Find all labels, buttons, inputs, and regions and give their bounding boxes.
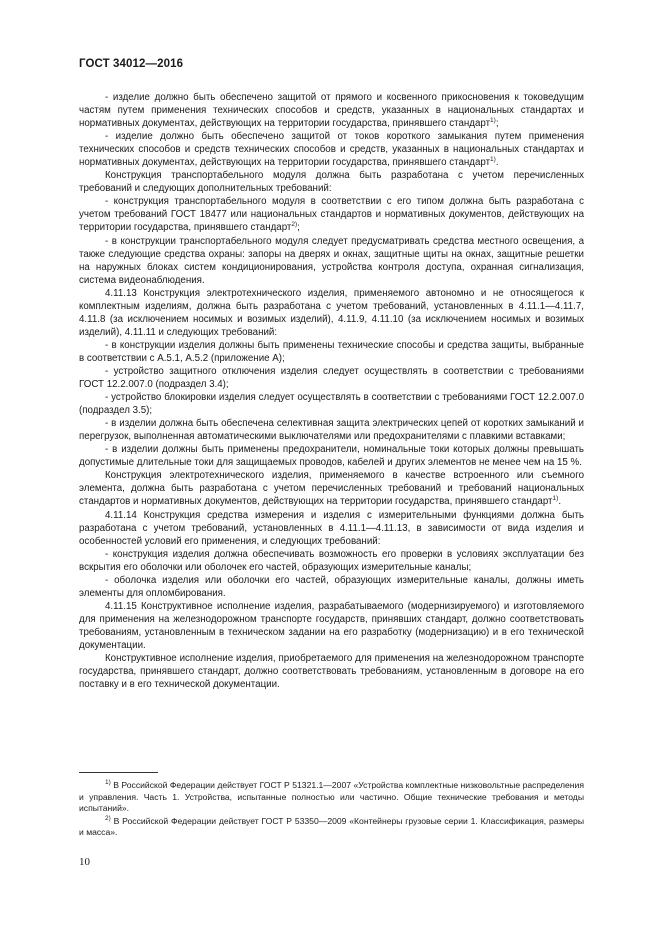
paragraph: - устройство защитного отключения изделия следует осуществлять в соответствии с требованиями ГОСТ 12.2.007.0 (подраздел 3.4); [79,365,584,391]
paragraph: - устройство блокировки изделия следует осуществлять в соответствии с требованиями ГОСТ 12.2.007.0 (подраздел 3.5); [79,392,584,417]
page-number: 10 [79,856,90,868]
paragraph: - оболочка изделия или оболочки его частей, образующих измерительные каналы, должны иметь элементы для опломбирования. [79,574,584,599]
paragraph: - в изделии должны быть применены предохранители, номинальные токи которых должны превышать допустимые длительные токи для защищаемых проводов, кабелей и других элементов не менее чем на 15 %. [79,444,584,469]
footnote-divider [79,772,158,773]
main-text [79,91,584,691]
paragraph: - в изделии должна быть обеспечена селективная защита электрических цепей от коротких замыканий и перегрузок, выполненная автоматическими выключателями или предохранителями с плавкими вставками; [79,418,584,443]
paragraph: Конструкция электротехнического изделия, применяемого в качестве встроенного или съемного элемента, должна быть разработана с учетом перечисленных требований и требований национальных стандартов и нормативных документов, действующих на территории государства, принявшего стандарт$^{1)}$. [79,470,584,508]
clause-4-11-13: 4.11.13 Конструкция электротехнического изделия, применяемого автономно и не относящегося к комплектным изделиям, должна быть разработана с учетом требований, установленных в 4.11.1—4.11.7, 4.11.8 (за исключением носимых и возимых изделий), 4.11.9, 4.11.10 (за исключением носимых и возимых изделий), 4.11.11 и следующих требований: [79,287,584,338]
clause-4-11-14: 4.11.14 Конструкция средства измерения и изделия с измерительными функциями должна быть разработана с учетом требований, установленных в 4.11.1—4.11.13, в зависимости от вида изделия и особенностей условий его применения, и следующих требований: [79,509,584,547]
paragraph: - в конструкции изделия должны быть применены технические способы и средства защиты, выбранные в соответствии с А.5.1, А.5.2 (приложение А); [79,339,584,364]
paragraph: Конструкция транспортабельного модуля должна быть разработана с учетом перечисленных требований и следующих дополнительных требований: [79,170,584,195]
footnote-2: $^{2)}$ В Российской Федерации действует ГОСТ Р 53350—2009 «Контейнеры грузовые серии 1. Классификация, размеры и масса». [79,814,584,838]
clause-4-11-15: 4.11.15 Конструктивное исполнение изделия, разрабатываемого (модернизируемого) и изготовляемого для применения на железнодорожном транспорте государств, принявших стандарт, должно соответствовать требованиям, установленным в техническом задании на его разработку (модернизацию) и в его технической документации. [79,600,584,651]
footnote-ref: 1) [552,495,559,503]
footnotes [79,780,584,840]
footnote-ref: 1) [490,156,496,164]
paragraph: - в конструкции транспортабельного модуля следует предусматривать средства местного освещения, а также следующие средства охраны: запоры на дверях и окнах, защитные щиты на окнах, защитные решетки на наружных блоках систем кондиционирования, устройства контроля доступа, охранная сигнализация, система видеонаблюдения. [79,235,584,286]
document-header: ГОСТ 34012—2016 [79,58,184,70]
footnote-ref: 1) [490,117,496,125]
paragraph: Конструктивное исполнение изделия, приобретаемого для применения на железнодорожном транспорте государства, принявшего стандарт, должно соответствовать требованиям, установленным в договоре на его поставку и в его технической документации. [79,653,584,691]
footnote-1: $^{1)}$ В Российской Федерации действует ГОСТ Р 51321.1—2007 «Устройства комплектные низковольтные распределения и управления. Часть 1. Устройства, испытанные полностью или частично. Общие технические требования и методы испытаний». [79,779,584,814]
paragraph: - изделие должно быть обеспечено защитой от токов короткого замыкания путем применения технических способов и средств технических способов и средств, указанных в национальных стандартах и нормативных документах, действующих на территории государства, принявшего стандарт$^{1)}$. [79,131,584,169]
paragraph: - конструкция транспортабельного модуля в соответствии с его типом должна быть разработана с учетом требований ГОСТ 18477 или национальных стандартов и нормативных документов, действующих на территории государства, принявшего стандарт$^{2)}$; [79,196,584,234]
paragraph: - изделие должно быть обеспечено защитой от прямого и косвенного прикосновения к токоведущим частям путем применения технических способов и средств, указанных в национальных стандартах и нормативных документах, действующих на территории государства, принявшего стандарт$^{1)}$; [79,92,584,130]
paragraph: - конструкция изделия должна обеспечивать возможность его проверки в условиях эксплуатации без вскрытия его оболочки или оболочек его частей, образующих измерительные каналы; [79,548,584,573]
footnote-ref: 2) [291,221,298,229]
